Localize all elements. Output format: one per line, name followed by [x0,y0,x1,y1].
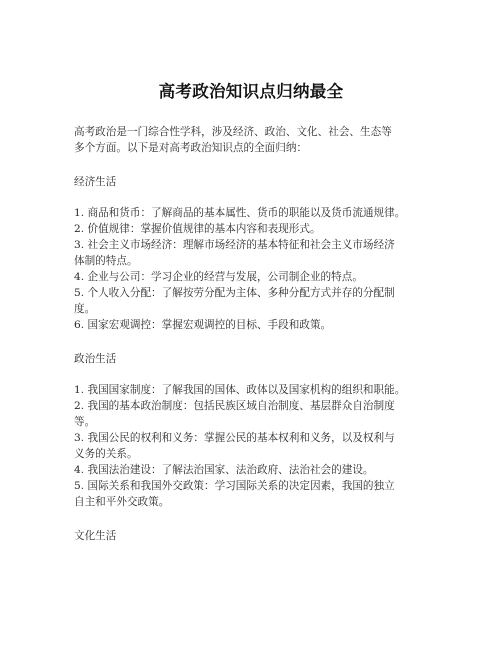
list-item: 1. 商品和货币：了解商品的基本属性、货币的职能以及货币流通规律。 [74,207,406,219]
list-item: 3. 我国公民的权利和义务：掌握公民的基本权利和义务，以及权利与 义务的关系。 [74,432,395,460]
intro-paragraph: 高考政治是一门综合性学科，涉及经济、政治、文化、社会、生态等 多个方面。以下是对高考政治知识点的全面归纳： [74,126,392,154]
list-item: 1. 我国国家制度：了解我国的国体、政体以及国家机构的组织和职能。 [74,384,406,396]
knowledge-list [74,205,434,333]
document-body [74,124,434,559]
list-item: 5. 国际关系和我国外交政策：学习国际关系的决定因素，我国的独立 自主和平外交政策。 [74,480,395,508]
section-heading: 政治生活 [74,353,117,365]
document-title: 高考政治知识点归纳最全 [158,82,344,101]
section-heading: 经济生活 [74,176,117,188]
list-item: 2. 价值规律：掌握价值规律的基本内容和表现形式。 [74,223,321,235]
list-item: 3. 社会主义市场经济：理解市场经济的基本特征和社会主义市场经济 体制的特点。 [74,239,395,267]
section-cultural-life [74,528,434,544]
list-item: 4. 我国法治建设：了解法治国家、法治政府、法治社会的建设。 [74,464,374,476]
list-item: 4. 企业与公司：学习企业的经营与发展，公司制企业的特点。 [74,271,363,283]
section-economic-life [74,174,434,333]
section-political-life [74,351,434,510]
list-item: 6. 国家宏观调控：掌握宏观调控的目标、手段和政策。 [74,319,332,331]
list-item: 2. 我国的基本政治制度：包括民族区域自治制度、基层群众自治制度 等。 [74,400,395,428]
list-item: 5. 个人收入分配：了解按劳分配为主体、多种分配方式并存的分配制 度。 [74,287,395,315]
knowledge-list [74,382,434,510]
section-heading: 文化生活 [74,530,117,542]
